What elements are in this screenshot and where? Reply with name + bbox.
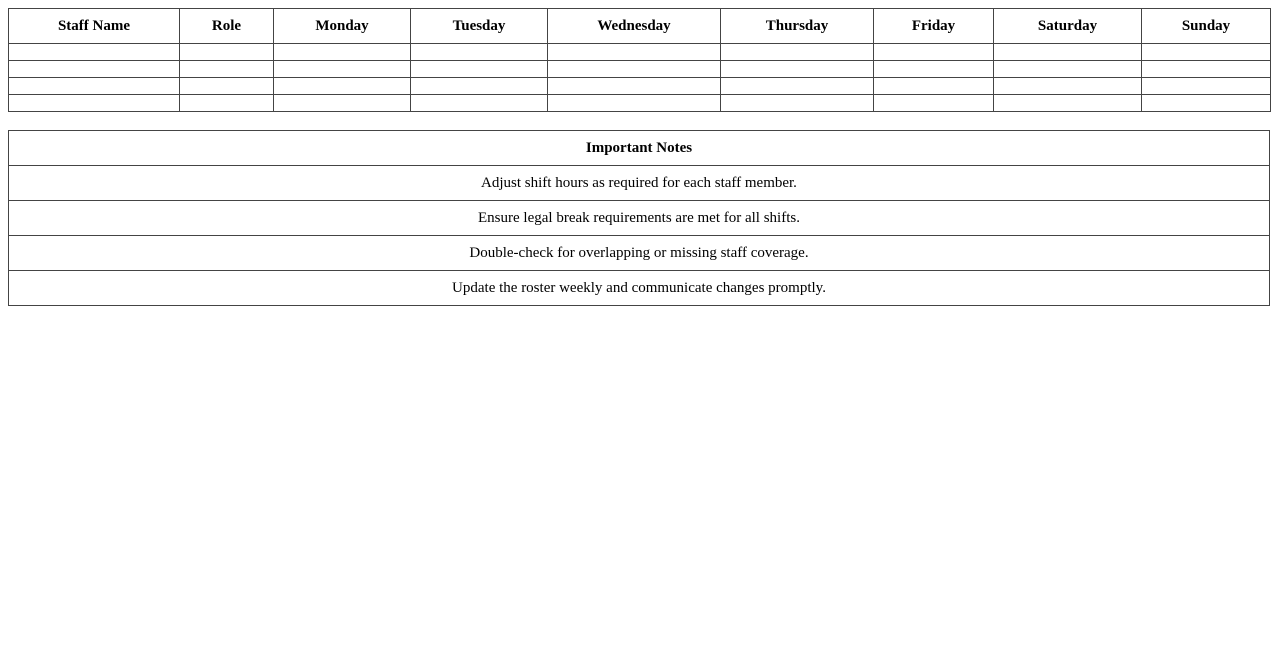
table-cell[interactable]: [1142, 44, 1271, 61]
table-cell[interactable]: [721, 78, 874, 95]
page: [0, 0, 1278, 306]
table-cell[interactable]: [180, 78, 274, 95]
roster-header-row: [9, 9, 1271, 44]
table-row: [9, 44, 1271, 61]
table-cell[interactable]: [180, 44, 274, 61]
note-row: [9, 201, 1270, 236]
table-cell[interactable]: [180, 61, 274, 78]
table-cell[interactable]: [548, 78, 721, 95]
header-role: Role: [180, 9, 274, 44]
table-cell[interactable]: [874, 95, 994, 112]
note-row: [9, 236, 1270, 271]
note-row: [9, 166, 1270, 201]
table-cell[interactable]: [994, 61, 1142, 78]
notes-table: [8, 130, 1270, 306]
table-cell[interactable]: [1142, 61, 1271, 78]
table-cell[interactable]: [411, 95, 548, 112]
table-cell[interactable]: [274, 44, 411, 61]
table-cell[interactable]: [9, 61, 180, 78]
header-tuesday: Tuesday: [411, 9, 548, 44]
table-cell[interactable]: [411, 78, 548, 95]
header-friday: Friday: [874, 9, 994, 44]
note-item: Adjust shift hours as required for each staff member.: [9, 166, 1270, 201]
header-wednesday: Wednesday: [548, 9, 721, 44]
table-cell[interactable]: [721, 61, 874, 78]
table-cell[interactable]: [9, 78, 180, 95]
note-item: Ensure legal break requirements are met for all shifts.: [9, 201, 1270, 236]
table-row: [9, 95, 1271, 112]
table-cell[interactable]: [1142, 78, 1271, 95]
header-staff-name: Staff Name: [9, 9, 180, 44]
table-cell[interactable]: [548, 95, 721, 112]
table-cell[interactable]: [274, 61, 411, 78]
table-cell[interactable]: [874, 61, 994, 78]
table-cell[interactable]: [994, 95, 1142, 112]
table-cell[interactable]: [721, 44, 874, 61]
table-cell[interactable]: [274, 95, 411, 112]
table-cell[interactable]: [994, 78, 1142, 95]
table-cell[interactable]: [411, 44, 548, 61]
table-cell[interactable]: [548, 44, 721, 61]
header-monday: Monday: [274, 9, 411, 44]
note-row: [9, 271, 1270, 306]
table-cell[interactable]: [1142, 95, 1271, 112]
table-cell[interactable]: [874, 44, 994, 61]
table-cell[interactable]: [274, 78, 411, 95]
notes-header-row: [9, 131, 1270, 166]
table-cell[interactable]: [180, 95, 274, 112]
table-row: [9, 78, 1271, 95]
table-cell[interactable]: [411, 61, 548, 78]
table-cell[interactable]: [874, 78, 994, 95]
table-cell[interactable]: [9, 95, 180, 112]
table-cell[interactable]: [548, 61, 721, 78]
notes-title: Important Notes: [9, 131, 1270, 166]
roster-table: [8, 8, 1271, 112]
table-cell[interactable]: [9, 44, 180, 61]
table-cell[interactable]: [994, 44, 1142, 61]
note-item: Double-check for overlapping or missing staff coverage.: [9, 236, 1270, 271]
header-saturday: Saturday: [994, 9, 1142, 44]
table-cell[interactable]: [721, 95, 874, 112]
header-sunday: Sunday: [1142, 9, 1271, 44]
header-thursday: Thursday: [721, 9, 874, 44]
note-item: Update the roster weekly and communicate changes promptly.: [9, 271, 1270, 306]
table-row: [9, 61, 1271, 78]
